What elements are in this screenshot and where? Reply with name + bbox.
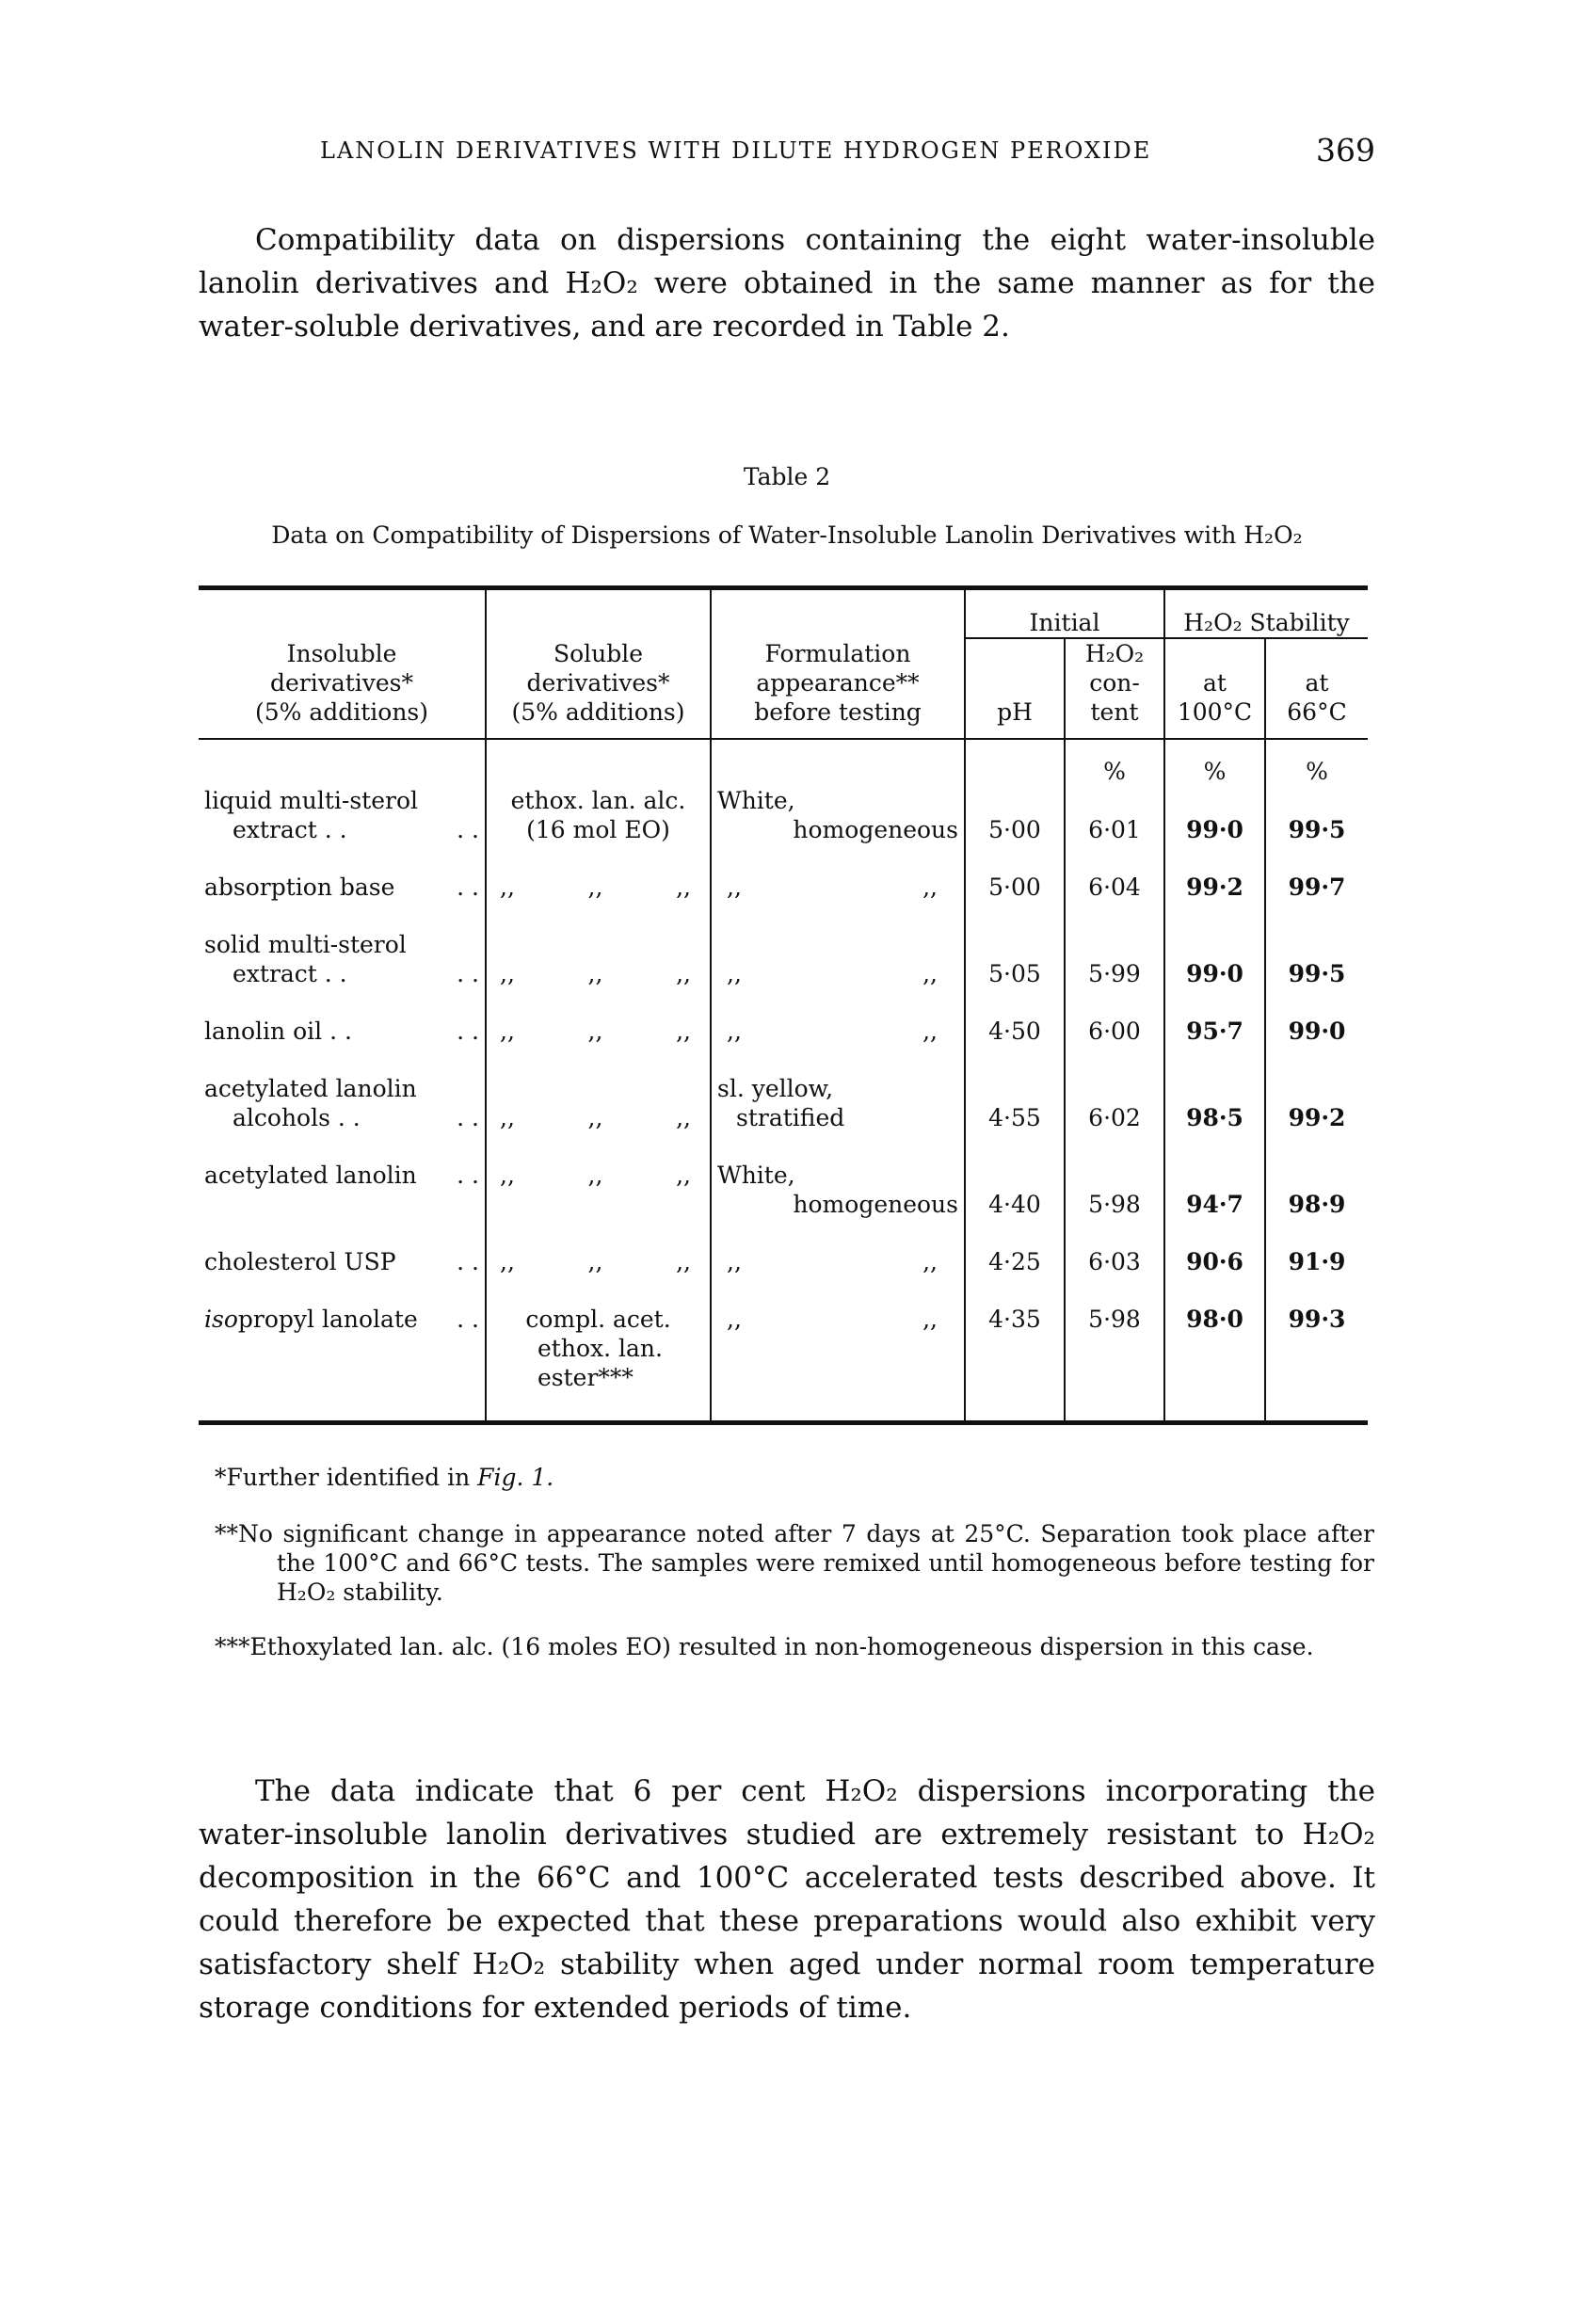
ditto-mark: ,, — [676, 960, 691, 987]
cell-insoluble — [199, 1017, 486, 1074]
cell-at100: 98·5 — [1164, 1074, 1265, 1161]
closing-paragraph: The data indicate that 6 per cent H₂O₂ dispersions incorporating the water-insoluble lanolin derivatives studied are extremely resistant to H₂O₂ decomposition in the 66°C and 100°C accelerated tests described above. It could therefore be expected that these preparations would also exhibit very satisfactory shelf H₂O₂ stability when aged under normal room temperature storage conditions for extended periods of time. — [199, 1774, 1375, 2025]
ditto-marks — [492, 873, 704, 902]
table-row — [199, 1074, 1368, 1161]
soluble-line: ethox. lan. — [537, 1335, 663, 1362]
ditto-marks — [717, 1017, 958, 1046]
leader-dots: . . — [457, 1306, 479, 1333]
cell-insoluble — [199, 1074, 486, 1161]
group-header-stability: H₂O₂ Stability — [1164, 588, 1368, 639]
cell-content: 6·04 — [1065, 873, 1164, 930]
ditto-mark: ,, — [922, 874, 938, 901]
leader-dots: . . — [457, 1104, 479, 1131]
appearance-line: White, — [717, 1162, 795, 1189]
units-row — [199, 739, 1368, 786]
ditto-mark: ,, — [500, 1248, 515, 1275]
table-label: Table 2 — [743, 463, 831, 490]
cell-at66: 99·5 — [1265, 930, 1368, 1017]
unit-content: % — [1065, 739, 1164, 786]
cell-ph: 5·00 — [965, 873, 1065, 930]
ditto-mark: ,, — [676, 1162, 691, 1189]
insoluble-line: liquid multi-sterol — [204, 787, 419, 814]
cell-at66: 99·7 — [1265, 873, 1368, 930]
cell-appearance — [711, 1017, 965, 1074]
soluble-line: ester*** — [537, 1364, 634, 1391]
ditto-mark: ,, — [587, 1018, 603, 1045]
header-insoluble: Insoluble derivatives* (5% additions) — [199, 588, 486, 740]
cell-soluble — [486, 873, 711, 930]
ditto-marks — [717, 873, 958, 902]
cell-ph: 5·00 — [965, 786, 1065, 873]
table-row — [199, 1247, 1368, 1305]
cell-insoluble — [199, 930, 486, 1017]
ditto-mark: ,, — [727, 1018, 742, 1045]
cell-insoluble — [199, 1305, 486, 1423]
ditto-marks — [492, 1161, 704, 1190]
appearance-line: White, — [717, 787, 795, 814]
ditto-marks — [492, 1017, 704, 1046]
table-row — [199, 786, 1368, 873]
ditto-mark: ,, — [587, 1248, 603, 1275]
insoluble-line: solid multi-sterol — [204, 931, 407, 958]
ditto-mark: ,, — [727, 874, 742, 901]
figure-reference: Fig. 1. — [477, 1464, 554, 1491]
ditto-mark: ,, — [587, 1104, 603, 1131]
insoluble-line: extract . . — [233, 960, 347, 987]
cell-appearance — [711, 1161, 965, 1247]
ditto-mark: ,, — [500, 874, 515, 901]
ditto-mark: ,, — [500, 1104, 515, 1131]
appearance-line: homogeneous — [793, 816, 958, 843]
ditto-marks — [717, 959, 958, 988]
cell-ph: 5·05 — [965, 930, 1065, 1017]
insoluble-line-wrap — [204, 1074, 479, 1103]
cell-appearance — [711, 930, 965, 1017]
insoluble-line-wrap — [204, 1247, 479, 1276]
table-row — [199, 930, 1368, 1017]
soluble-line: (16 mol EO) — [526, 816, 670, 843]
ditto-mark: ,, — [727, 1248, 742, 1275]
cell-appearance — [711, 873, 965, 930]
cell-appearance — [711, 1074, 965, 1161]
ditto-mark: ,, — [922, 960, 938, 987]
leader-dots: . . — [457, 1162, 479, 1189]
cell-ph: 4·40 — [965, 1161, 1065, 1247]
cell-appearance — [711, 786, 965, 873]
cell-appearance — [711, 1305, 965, 1423]
cell-at100: 95·7 — [1164, 1017, 1265, 1074]
cell-soluble — [486, 1247, 711, 1305]
insoluble-line-wrap — [204, 1103, 479, 1132]
cell-at100: 99·0 — [1164, 786, 1265, 873]
ditto-mark: ,, — [922, 1018, 938, 1045]
cell-soluble — [486, 786, 711, 873]
insoluble-line-wrap — [204, 959, 479, 988]
cell-insoluble — [199, 873, 486, 930]
header-content: H₂O₂ con- tent — [1065, 638, 1164, 739]
cell-at100: 90·6 — [1164, 1247, 1265, 1305]
cell-content: 5·99 — [1065, 930, 1164, 1017]
cell-content: 6·03 — [1065, 1247, 1164, 1305]
footnote-2: **No significant change in appearance noted after 7 days at 25°C. Separation took place after the 100°C and 66°C tests. The samples were remixed until homogeneous before testing for H₂O₂ stability. — [215, 1520, 1374, 1606]
cell-ph: 4·35 — [965, 1305, 1065, 1423]
ditto-marks — [717, 1247, 958, 1276]
cell-at100: 99·0 — [1164, 930, 1265, 1017]
leader-dots: . . — [457, 816, 479, 843]
appearance-line: homogeneous — [793, 1191, 958, 1218]
ditto-mark: ,, — [922, 1306, 938, 1333]
cell-at100: 98·0 — [1164, 1305, 1265, 1423]
ditto-mark: ,, — [676, 1248, 691, 1275]
cell-at66: 98·9 — [1265, 1161, 1368, 1247]
group-header-initial: Initial — [965, 588, 1164, 639]
unit-at-66: % — [1265, 739, 1368, 786]
cell-content: 6·02 — [1065, 1074, 1164, 1161]
header-soluble: Soluble derivatives* (5% additions) — [486, 588, 711, 740]
insoluble-line: cholesterol USP — [204, 1248, 396, 1275]
ditto-marks — [492, 959, 704, 988]
header-at-66: at 66°C — [1265, 638, 1368, 739]
cell-ph: 4·50 — [965, 1017, 1065, 1074]
footnote-3: ***Ethoxylated lan. alc. (16 moles EO) resulted in non-homogeneous dispersion in this case. — [215, 1633, 1314, 1660]
header-appearance: Formulation appearance** before testing — [711, 588, 965, 740]
cell-at100: 99·2 — [1164, 873, 1265, 930]
table-row — [199, 1017, 1368, 1074]
cell-content: 5·98 — [1065, 1305, 1164, 1423]
footnote-1: *Further identified in Fig. 1. — [215, 1464, 554, 1491]
insoluble-line: acetylated lanolin — [204, 1075, 417, 1102]
running-title: LANOLIN DERIVATIVES WITH DILUTE HYDROGEN PEROXIDE — [320, 137, 1152, 164]
appearance-line: stratified — [736, 1104, 845, 1131]
insoluble-line: alcohols . . — [233, 1104, 361, 1131]
unit-at-100: % — [1164, 739, 1265, 786]
cell-content: 6·01 — [1065, 786, 1164, 873]
cell-ph: 4·55 — [965, 1074, 1065, 1161]
cell-soluble — [486, 1305, 711, 1423]
leader-dots: . . — [457, 960, 479, 987]
cell-at66: 99·2 — [1265, 1074, 1368, 1161]
cell-soluble — [486, 1017, 711, 1074]
header-at-100: at 100°C — [1164, 638, 1265, 739]
insoluble-line-wrap — [204, 873, 479, 902]
ditto-mark: ,, — [587, 960, 603, 987]
insoluble-line: acetylated lanolin — [204, 1162, 417, 1189]
ditto-mark: ,, — [500, 1018, 515, 1045]
ditto-mark: ,, — [727, 1306, 742, 1333]
soluble-line: ethox. lan. alc. — [510, 787, 686, 814]
insoluble-line-wrap — [204, 1161, 479, 1190]
ditto-mark: ,, — [676, 1018, 691, 1045]
intro-paragraph: Compatibility data on dispersions containing the eight water-insoluble lanolin derivatives and H₂O₂ were obtained in the same manner as for the water-soluble derivatives, and are recorded in Table 2. — [199, 223, 1375, 344]
cell-at66: 99·3 — [1265, 1305, 1368, 1423]
insoluble-line-wrap — [204, 930, 479, 959]
appearance-line: sl. yellow, — [717, 1075, 834, 1102]
cell-content: 5·98 — [1065, 1161, 1164, 1247]
insoluble-line: propyl lanolate — [237, 1306, 418, 1333]
cell-soluble — [486, 1161, 711, 1247]
cell-ph: 4·25 — [965, 1247, 1065, 1305]
compatibility-table — [199, 585, 1368, 1425]
cell-soluble — [486, 930, 711, 1017]
table-caption: Data on Compatibility of Dispersions of Water-Insoluble Lanolin Derivatives with H₂O₂ — [271, 521, 1303, 549]
cell-content: 6·00 — [1065, 1017, 1164, 1074]
header-ph: pH — [965, 638, 1065, 739]
leader-dots: . . — [457, 1018, 479, 1045]
table-row — [199, 873, 1368, 930]
cell-insoluble — [199, 1161, 486, 1247]
insoluble-line-wrap — [204, 1305, 479, 1334]
cell-soluble — [486, 1074, 711, 1161]
insoluble-line: lanolin oil . . — [204, 1018, 352, 1045]
ditto-mark: ,, — [727, 960, 742, 987]
insoluble-line: extract . . — [233, 816, 347, 843]
leader-dots: . . — [457, 1248, 479, 1275]
cell-at100: 94·7 — [1164, 1161, 1265, 1247]
table-row — [199, 1305, 1368, 1423]
cell-insoluble — [199, 1247, 486, 1305]
ditto-mark: ,, — [676, 1104, 691, 1131]
cell-insoluble — [199, 786, 486, 873]
cell-appearance — [711, 1247, 965, 1305]
italic-prefix: iso — [204, 1306, 238, 1333]
ditto-mark: ,, — [500, 960, 515, 987]
table-row — [199, 1161, 1368, 1247]
cell-at66: 99·0 — [1265, 1017, 1368, 1074]
ditto-marks — [717, 1305, 958, 1334]
running-head — [320, 132, 1375, 168]
ditto-mark: ,, — [922, 1248, 938, 1275]
insoluble-line: absorption base — [204, 874, 395, 901]
page-number: 369 — [1316, 132, 1375, 168]
insoluble-line-wrap — [204, 786, 479, 815]
ditto-mark: ,, — [587, 1162, 603, 1189]
insoluble-line-wrap — [204, 1017, 479, 1046]
ditto-mark: ,, — [587, 874, 603, 901]
cell-at66: 99·5 — [1265, 786, 1368, 873]
ditto-mark: ,, — [676, 874, 691, 901]
leader-dots: . . — [457, 874, 479, 901]
soluble-line: compl. acet. — [525, 1306, 671, 1333]
ditto-mark: ,, — [500, 1162, 515, 1189]
ditto-marks — [492, 1247, 704, 1276]
cell-at66: 91·9 — [1265, 1247, 1368, 1305]
insoluble-line-wrap — [204, 815, 479, 844]
ditto-marks — [492, 1103, 704, 1132]
